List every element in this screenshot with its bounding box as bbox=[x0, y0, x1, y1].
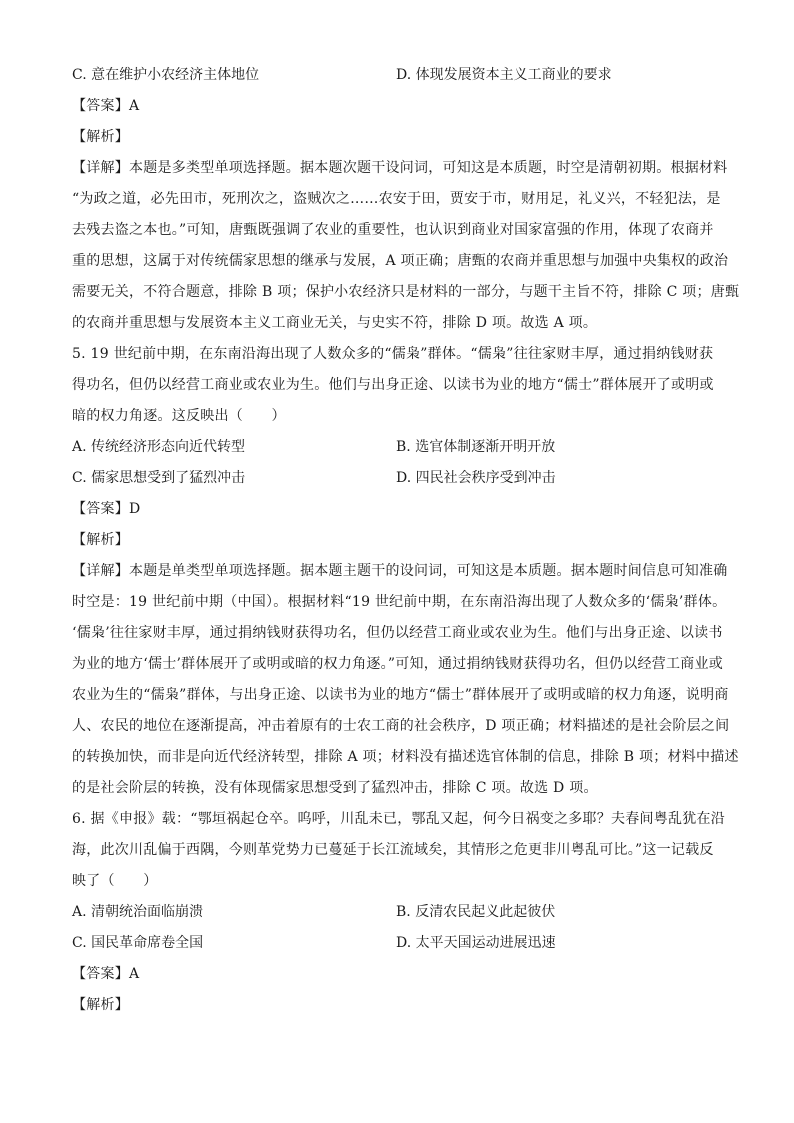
q4-option-d: D. 体现发展资本主义工商业的要求 bbox=[396, 67, 612, 83]
q6-option-b: B. 反清农民起义此起彼伏 bbox=[396, 904, 556, 920]
q5-option-c: C. 儒家思想受到了猛烈冲击 bbox=[72, 470, 246, 486]
q5-detail-line: 人、农民的地位在逐渐提高，冲击着原有的士农工商的社会秩序，D 项正确；材料描述的是社会阶层之间 bbox=[72, 718, 730, 734]
q6-stem-line: 海，此次川乱偏于西隅，今则革党势力已蔓延于长江流域矣，其情形之危更非川粤乱可比。”这一记载反 bbox=[72, 842, 714, 858]
document-page bbox=[72, 60, 740, 1021]
q4-detail-line: 【详解】本题是多类型单项选择题。据本题次题干设问词，可知这是本质题，时空是清朝初期。根据材料 bbox=[72, 160, 728, 176]
q4-detail-line: 的农商并重思想与发展资本主义工商业无关，与史实不符，排除 D 项。故选 A 项。 bbox=[72, 315, 598, 331]
q5-option-b: B. 选官体制逐渐开明开放 bbox=[396, 439, 556, 455]
q4-answer: 【答案】A bbox=[72, 98, 140, 114]
q5-detail-line: ‘儒枭’往往家财丰厚，通过捐纳钱财获得功名，但仍以经营工商业或农业为生。他们与出身正途、以读书 bbox=[72, 625, 723, 641]
q5-detail-line: 为业的地方‘儒士’群体展开了或明或暗的权力角逐。”可知，通过捐纳钱财获得功名，但仍以经营工商业或 bbox=[72, 656, 724, 672]
q5-detail-line: 时空是：19 世纪前中期（中国）。根据材料“19 世纪前中期，在东南沿海出现了人数众多的‘儒枭’群体。 bbox=[72, 594, 727, 610]
q6-option-d: D. 太平天国运动进展迅速 bbox=[396, 935, 556, 951]
q4-detail-line: “为政之道，必先田市，死刑次之，盗贼次之……农安于田，贾安于市，财用足，礼义兴，不轻犯法，是 bbox=[72, 191, 721, 207]
q6-stem-line: 6. 据《申报》载：“鄂垣祸起仓卒。呜呼，川乱未已，鄂乱又起，何今日祸变之多耶？夫春间粤乱犹在沿 bbox=[72, 811, 725, 827]
q6-option-a: A. 清朝统治面临崩溃 bbox=[72, 904, 204, 920]
q5-option-d: D. 四民社会秩序受到冲击 bbox=[396, 470, 556, 486]
q6-option-c: C. 国民革命席卷全国 bbox=[72, 935, 204, 951]
q5-detail-line: 的转换加快，而非是向近代经济转型，排除 A 项；材料没有描述选官体制的信息，排除 B 项；材料中描述 bbox=[72, 749, 739, 765]
q5-stem-line: 5. 19 世纪前中期，在东南沿海出现了人数众多的“儒枭”群体。“儒枭”往往家财丰厚，通过捐纳钱财获 bbox=[72, 346, 714, 362]
q6-answer: 【答案】A bbox=[72, 966, 140, 982]
q5-stem-line: 得功名，但仍以经营工商业或农业为生。他们与出身正途、以读书为业的地方“儒士”群体展开了或明或 bbox=[72, 377, 714, 393]
q5-stem-line: 暗的权力角逐。这反映出（ ） bbox=[72, 408, 286, 424]
q5-analysis-label: 【解析】 bbox=[72, 532, 129, 548]
q4-detail-line: 需要无关，不符合题意，排除 B 项；保护小农经济只是材料的一部分，与题干主旨不符，排除 C 项；唐甄 bbox=[72, 284, 740, 300]
q6-stem-line: 映了（ ） bbox=[72, 873, 158, 889]
q5-options-cd bbox=[72, 463, 722, 494]
q5-detail bbox=[72, 556, 739, 804]
q6-analysis-label: 【解析】 bbox=[72, 997, 129, 1013]
q5-answer: 【答案】D bbox=[72, 501, 141, 517]
q5-stem bbox=[72, 339, 722, 432]
q4-option-c: C. 意在维护小农经济主体地位 bbox=[72, 67, 260, 83]
q6-options-cd bbox=[72, 928, 722, 959]
q5-option-a: A. 传统经济形态向近代转型 bbox=[72, 439, 246, 455]
q5-options-ab bbox=[72, 432, 722, 463]
q4-detail-line: 去残去盗之本也。”可知，唐甄既强调了农业的重要性，也认识到商业对国家富强的作用，体现了农商并 bbox=[72, 222, 714, 238]
q5-detail-line: 【详解】本题是单类型单项选择题。据本题主题干的设问词，可知这是本质题。据本题时间信息可知准确 bbox=[72, 563, 728, 579]
q6-options-ab bbox=[72, 897, 722, 928]
q4-options-cd bbox=[72, 60, 722, 91]
q4-detail-line: 重的思想，这属于对传统儒家思想的继承与发展，A 项正确；唐甄的农商并重思想与加强中央集权的政治 bbox=[72, 253, 729, 269]
q4-detail bbox=[72, 153, 740, 339]
q6-stem bbox=[72, 804, 725, 897]
q5-detail-line: 的是社会阶层的转换，没有体现儒家思想受到了猛烈冲击，排除 C 项。故选 D 项。 bbox=[72, 780, 598, 796]
q4-analysis-label: 【解析】 bbox=[72, 129, 129, 145]
q5-detail-line: 农业为生的“儒枭”群体，与出身正途、以读书为业的地方“儒士”群体展开了或明或暗的权力角逐，说明商 bbox=[72, 687, 729, 703]
